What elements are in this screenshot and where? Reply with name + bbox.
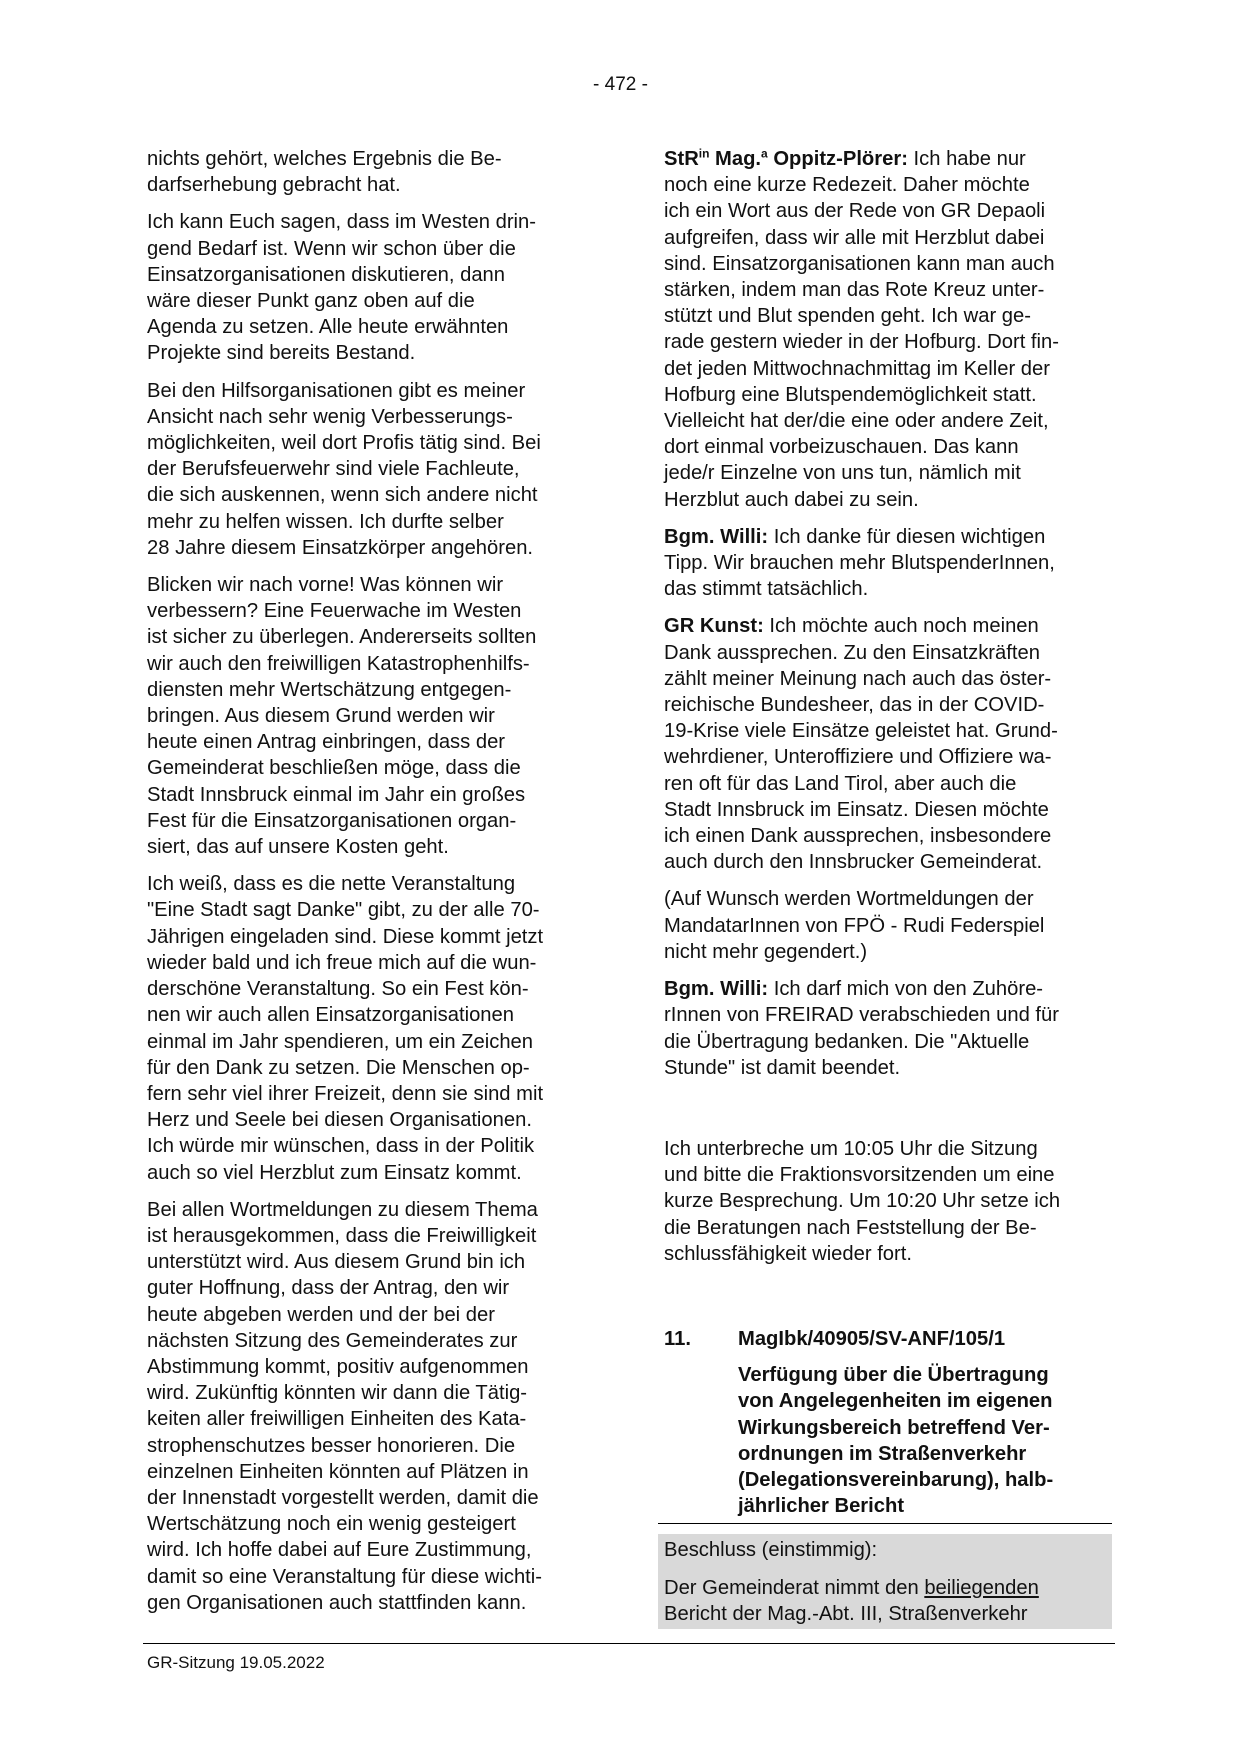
agenda-reference: MagIbk/40905/SV-ANF/105/1 (738, 1327, 1006, 1350)
right-column (664, 146, 1114, 1629)
speech-text: Ich möchte auch noch meinen Dank aussprechen. Zu den Einsatzkräften zählt meiner Meinung nach auch das öster- reichische Bundesheer, das in der COVID- 19-Krise viele Einsätze geleistet hat. Grund- wehrdiener, Unteroffiziere und Offiziere wa- ren oft für das Land Tirol, aber auch die Stadt Innsbruck im Einsatz. Diesen möchte ich einen Dank aussprechen, insbesondere auch durch den Innsbrucker Gemeinderat. (664, 615, 1058, 874)
decision-text: Der Gemeinderat nimmt den beiliegenden Bericht der Mag.-Abt. III, Straßenverkehr (664, 1576, 1039, 1625)
agenda-item-header (664, 1326, 1114, 1352)
paragraph: Ich weiß, dass es die nette Veranstaltung "Eine Stadt sagt Danke" gibt, zu der alle 70- Jährigen eingeladen sind. Diese kommt jetzt wieder bald und ich freue mich auf die wun- derschöne Veranstaltung. So ein Fest kön- nen wir auch allen Einsatzorganisationen einmal im Jahr spendieren, um ein Zeichen für den Dank zu setzen. Die Menschen op- fern sehr viel ihrer Freizeit, denn sie sind mit Herz und Seele bei diesen Organisationen. Ich würde mir wünschen, dass in der Politik auch so viel Herzblut zum Einsatz kommt. (147, 873, 544, 1184)
speech-oppitz-ploerer (664, 146, 1114, 513)
speaker-name: Bgm. Willi: (664, 978, 769, 1001)
gender-note: (Auf Wunsch werden Wortmeldungen der MandatarInnen von FPÖ - Rudi Federspiel nicht mehr gegendert.) (664, 888, 1045, 963)
attachment-link: beiliegenden (924, 1576, 1039, 1599)
footer-session-date: GR-Sitzung 19.05.2022 (147, 1653, 325, 1672)
session-break-text: Ich unterbreche um 10:05 Uhr die Sitzung und bitte die Fraktionsvorsitzenden um eine kurze Besprechung. Um 10:20 Uhr setze ich die Beratungen nach Feststellung der Be- schlussfähigkeit wieder fort. (664, 1137, 1061, 1265)
speech-text: Ich habe nur noch eine kurze Redezeit. Daher möchte ich ein Wort aus der Rede von GR Depaoli aufgreifen, dass wir alle mit Herzblut dabei sind. Einsatzorganisationen kann man auch stärken, indem man das Rote Kreuz unter- stützt und Blut spenden geht. Ich war ge- rade gestern wieder in der Hofburg. Dort fin- det jeden Mittwochnachmittag im Keller der Hofburg eine Blutspendemöglichkeit statt. Vielleicht hat der/die eine oder andere Zeit, dort einmal vorbeizuschauen. Das kann jede/r Einzelne von uns tun, nämlich mit Herzblut auch dabei zu sein. (664, 148, 1059, 511)
paragraph: Bei den Hilfsorganisationen gibt es meiner Ansicht nach sehr wenig Verbesserungs- möglichkeiten, weil dort Profis tätig sind. Bei der Berufsfeuerwehr sind viele Fachleute, die sich auskennen, wenn sich andere nicht mehr zu helfen wissen. Ich durfte selber 28 Jahre diesem Einsatzkörper angehören. (147, 379, 541, 559)
agenda-title: Verfügung über die Übertragung von Angelegenheiten im eigenen Wirkungsbereich betreffend Ver- ordnungen im Straßenverkehr (Delegationsvereinbarung), halb- jährlicher Bericht (738, 1364, 1054, 1518)
speaker-name: Bgm. Willi: (664, 525, 769, 548)
speech-willi-2 (664, 976, 1114, 1081)
speech-text: Ich darf mich von den Zuhöre- rInnen von FREIRAD verabschieden und für die Übertragung bedanken. Die "Aktuelle Stunde" ist damit beendet. (664, 978, 1059, 1079)
page-number: - 472 - (593, 74, 648, 95)
speaker-name: StR$^{in}$ Mag.$^a$ Oppitz-Plörer: (664, 146, 908, 170)
left-column (147, 146, 609, 1627)
speaker-name: GR Kunst: (664, 615, 764, 638)
decision-label: Beschluss (einstimmig): (664, 1539, 878, 1562)
agenda-number: 11. (664, 1327, 691, 1350)
paragraph: Ich kann Euch sagen, dass im Westen drin- gend Bedarf ist. Wenn wir schon über die Einsatzorganisationen diskutieren, dann wäre dieser Punkt ganz oben auf die Agenda zu setzen. Alle heute erwähnten Projekte sind bereits Bestand. (147, 211, 536, 365)
decision-box (658, 1534, 1112, 1629)
paragraph: nichts gehört, welches Ergebnis die Be- darfserhebung gebracht hat. (147, 148, 502, 197)
speech-text: Ich danke für diesen wichtigen Tipp. Wir brauchen mehr BlutspenderInnen, das stimmt tatsächlich. (664, 525, 1055, 601)
footer-divider (143, 1643, 1115, 1644)
divider (658, 1523, 1112, 1524)
paragraph: Blicken wir nach vorne! Was können wir verbessern? Eine Feuerwache im Westen ist sicher zu überlegen. Andererseits sollten wir auch den freiwilligen Katastrophenhilfs- diensten mehr Wertschätzung entgegen- bringen. Aus diesem Grund werden wir heute einen Antrag einbringen, dass der Gemeinderat beschließen möge, dass die Stadt Innsbruck einmal im Jahr ein großes Fest für die Einsatzorganisationen organ- siert, das auf unsere Kosten geht. (147, 574, 537, 859)
speech-willi-1 (664, 524, 1114, 603)
paragraph: Bei allen Wortmeldungen zu diesem Thema ist herausgekommen, dass die Freiwilligkeit unterstützt wird. Aus diesem Grund bin ich guter Hoffnung, dass der Antrag, den wir heute abgeben werden und der bei der nächsten Sitzung des Gemeinderates zur Abstimmung kommt, positiv aufgenommen wird. Zukünftig könnten wir dann die Tätig- keiten aller freiwilligen Einheiten des Kata- strophenschutzes besser honorieren. Die einzelnen Einheiten könnten auf Plätzen in der Innenstadt vorgestellt werden, damit die Wertschätzung noch ein wenig gesteigert wird. Ich hoffe dabei auf Eure Zustimmung, damit so eine Veranstaltung für diese wichti- gen Organisationen auch stattfinden kann. (147, 1198, 542, 1614)
speech-kunst (664, 613, 1114, 875)
